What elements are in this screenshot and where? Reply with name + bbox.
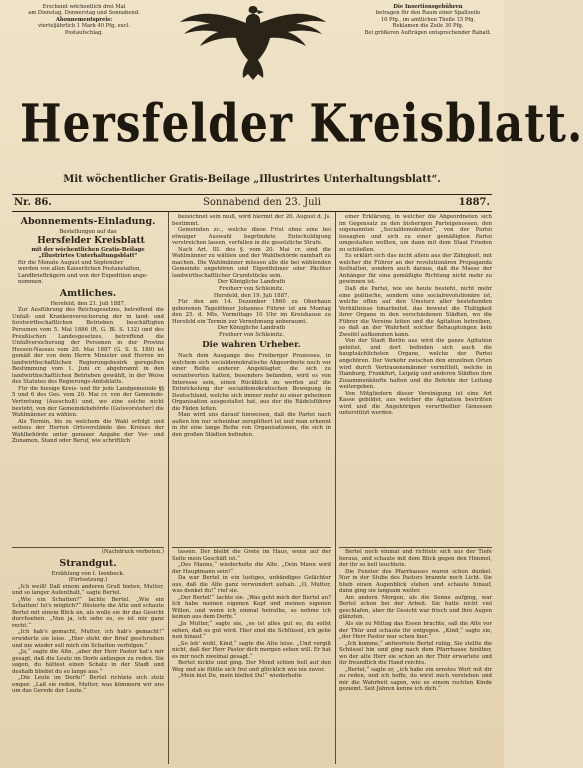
amtl-paragraph: Als Termin, bis zu welchem die Wahl erfolgt und seitens der Herren Ortsvorstände des Kreises der Wahlbehörde unter genauer Angabe der Vor- und Zunamen, Stand oder Beruf, wie schriftlich	[12, 418, 164, 445]
abo-line: nommen.	[18, 279, 44, 286]
section-divider	[339, 547, 492, 548]
section-divider	[12, 547, 164, 548]
novel-paragraph: „Ich komme,“ antwortete Bertel ruhig. Sie stellte die Schüssel hin und ging nach dem Pfarrhause hinüber, wo der alte Herr sie schon an der Thür erwartete und ihr freundlich die Hand reichte.	[339, 640, 492, 667]
novel-paragraph: „Ja,“ sagte die Alte, „aber der Herr Pastor hat's mir gesagt, daß die Leute im Dorfe anfangen zu reden. Sie sagen, du hättest einen Schatz in der Stadt und deshalb bliebst du so lange aus.“	[12, 649, 164, 675]
amtl-paragraph: Für den am 14. Dezember 1860 zu Oberhaun geborenen Tagelöhner Johannes Führer ist am Montag den 25. d. Mts. Vormittags 10 Uhr im Kreishause zu Hersfeld ein Termin zur Vernehmung anberaumt.	[172, 299, 331, 325]
issue-year: 1887.	[458, 197, 490, 208]
column-1-upper	[12, 214, 164, 546]
column-divider	[168, 212, 169, 764]
novel-paragraph: Bertel noch einmal und richtete sich aus der Tiefe heraus, und schaute mit dem Blick gegen den Himmel, der ihr so hell leuchtete.	[339, 549, 492, 569]
rates-line: betragen für den Raum einer Spaltzeile	[375, 10, 481, 17]
article-heading: Die wahren Urheber.	[202, 340, 301, 351]
abo-line: „Illustrirtes Unterhaltungsblatt“	[38, 253, 138, 260]
article-paragraph: Nach dem Ausgange des Freiberger Prozesses, in welchem sich socialdemokratische Abgeordnete noch vor einer Reihe anderer Angeklagter, die sich zu verantworten hatten, besonders befanden, wird es von Interesse sein, einen Rückblick zu werfen auf die Entwickelung der socialdemokratischen Bewegung in Deutschland, welche sich immer mehr zu einer geheimen Organisation ausgestaltet hat, aus der die Rädelsführer die Fäden leiten.	[172, 353, 331, 412]
notice-line: Postaufschlag.	[64, 29, 104, 36]
abo-line: Landbriefträgern und von der Expedition ange-	[18, 272, 148, 279]
novel-paragraph: „Des Manns,“ wiederholte die Alte. „Dein Mann wird der Hauptmann sein!“	[172, 562, 331, 575]
rates-line: Reklamen die Zeile 30 Pfg.	[392, 23, 464, 30]
column-2-upper	[172, 214, 331, 546]
signature-line: Freiherr von Schleinitz.	[219, 331, 284, 338]
notice-line: Erscheint wöchentlich drei Mal	[42, 4, 126, 10]
article-paragraph: einer Erklärung, in welcher die Abgeordneten sich im Gegensatz zu den bisherigen Parteigenossen, den sogenannten „Socialdemokraten“, von der Partei lossagten und sich zu einer gemäßigten Partei umgestalten wollten, um dann mit dem Staat Frieden zu schließen.	[339, 214, 492, 253]
eagle-emblem	[178, 0, 328, 80]
issue-date: Sonnabend den 23. Juli	[203, 197, 321, 208]
amtl-paragraph: bezeichnet sein muß, wird hiermit der 20. August d. Js. bestimmt.	[172, 214, 331, 227]
novel-paragraph: Die Fenster des Pfarrhauses waren schon dunkel. Nur in der Stube des Pastors brannte noch Licht. Sie blieb einen Augenblick stehen und schaute hinauf, dann ging sie langsam weiter.	[339, 568, 492, 595]
novel-paragraph: Als sie zu Mittag das Essen brachte, saß die Alte vor der Thür und schaute ihr entgegen. „Kind,“ sagte sie, „der Herr Pastor war schon hier.“	[339, 621, 492, 641]
novel-paragraph: lassen. Der bleibt die Grete im Haus, wenn auf der Seite mein Geschäft ist.“	[172, 549, 331, 562]
novel-paragraph: „Die Leute im Dorfe!“ Bertel richtete sich stolz empor. „Laß sie reden, Mutter, was kümmern wir uns um das Gerede der Leute.“	[12, 675, 164, 695]
notice-line: Abonnementspreis:	[55, 16, 113, 23]
rates-line: Die Insertionsgebühren	[393, 4, 463, 10]
novel-paragraph: „Ich hab's gemacht, Mutter, ich hab's gemacht!“ erwiderte sie leise. „Hier steht der Brief geschrieben und nie wieder soll mich ein Schatten verfolgen.“	[12, 629, 164, 649]
advertising-rates	[364, 4, 492, 36]
newspaper-title: Hersfelder Kreisblatt.	[20, 94, 583, 155]
amtl-paragraph: Nach Art. III. des §. vom 20. Mai cr. sind die Wahlmänner zu wählen und der Wahlbehörde namhaft zu machen. Die Wahlmänner müssen alle die bei wählenden Gemeinde angehören und Eigenthümer oder Pächter landwirthschaftlicher Grundstücke sein.	[172, 246, 331, 279]
novel-subtitle: Erzählung von I. Isenbeck.	[51, 570, 125, 577]
amtliches-heading: Amtliches.	[59, 287, 117, 299]
amtl-paragraph: Zur Ausführung des Reichsgesetzes, betreffend die Unfall- und Krankenversicherung der in land- und forstwirthschaftlichen Betrieben beschäftigten Personen vom 5. Mai 1886 (R. G. Bl. S. 132) und des Preußischen Landesgesetzes, betreffend die Unfallversicherung der Personen in der Provinz Hessen-Nassau vom 20. Mai 1887 (G. S. S. 189) ist gemäß der von dem Herrn Minister und Herren im landwirthschaftlichen Regierungsbezirk geregelten Bestimmung vom 1. Juni cr. abgebrannt in den landwirthschaftlichen Betrieben gewählt, in der Weise des Statutes des Regierungs-Amtsblatts.	[12, 307, 164, 386]
amtl-paragraph: Hersfeld, den 21. Juli 1887.	[50, 300, 126, 307]
signature-line: Der Königliche Landrath	[217, 325, 286, 332]
amtl-paragraph: Gemeinden zc., welche diese Frist ohne eine bei etwaiger Auswahl begründete Entschuldigung verstreichen lassen, verfallen in die gesetzliche Strafe.	[172, 227, 331, 247]
abo-line: für die Monate August und September	[18, 259, 124, 266]
novel-paragraph: „So leb' wohl, Kind,“ sagte die Alte leise. „Und vergiß nicht, daß der Herr Pastor dich morgen sehen will. Er hat es mir noch zweimal gesagt.“	[172, 640, 331, 660]
novel-paragraph: Am andern Morgen, als die Sonne aufging, war Bertel schon bei der Arbeit. Sie hatte nicht viel geschlafen, aber ihr Gesicht war frisch und ihre Augen glänzten.	[339, 594, 492, 621]
subscription-notice	[14, 4, 154, 36]
column-3-lower	[339, 549, 492, 765]
notice-line: vierteljährlich 1 Mark 40 Pfg. excl.	[38, 23, 130, 30]
column-divider	[335, 212, 336, 764]
issue-number: Nr. 86.	[14, 197, 52, 208]
abo-line: werden von allen Kaiserlichen Postanstalten,	[18, 266, 142, 273]
novel-paragraph: „Ja Mutter,“ sagte sie, „es ist alles gut so, du sollst sehen, daß es gut wird. Hier sind die Schlüssel, ich gehe nun hinauf.“	[172, 621, 331, 641]
novel-paragraph: „Der Bertel!“ lachte sie. „Was geht mich der Bertel an? Ich habe meinen eigenen Kopf und meinen eigenen Willen, und wenn ich einmal heirathe, so nehme ich keinen aus dem Dorfe.“	[172, 594, 331, 621]
novel-paragraph: Bertel nickte und ging. Der Mond schien hell auf den Weg und sie fühlte sich frei und glücklich wie nie zuvor.	[172, 660, 331, 673]
section-divider	[172, 547, 331, 548]
novel-paragraph: „Wie ein Schatten?“ lachte Bertel. „Wie ein Schatten! Ist's möglich?“ flüsterte die Alte und schaute Bertel mit einem Blick an, als wolle sie ihr das Gesicht durchsehen. „Nun ja, ich sehe es, es ist mir ganz recht.“	[12, 596, 164, 629]
column-3-upper	[339, 214, 492, 546]
rates-line: 10 Pfg., im amtlichen Theile 15 Pfg.	[380, 16, 476, 23]
dateline	[12, 194, 492, 212]
novel-paragraph: „Ich weiß! Daß einem anderen Gruß bieten, Mutter, und so langer Aufenthalt,“ sagte Bertel.	[12, 583, 164, 597]
abo-line: mit der wöchentlichen Gratis-Beilage	[31, 246, 145, 253]
article-paragraph: Von Mitgliedern dieser Vereinigung ist eine Art Kasse gebildet, aus welcher die Agitation bestritten wird und die Angehörigen verurtheilter Genossen unterstützt werden.	[339, 390, 492, 417]
notice-line: am Dienstag, Donnerstag und Sonnabend.	[28, 10, 140, 17]
abo-heading: Abonnements-Einladung.	[20, 216, 156, 227]
novel-paragraph: Da war Bertel in ein lustiges, unbändiges Gelächter aus, daß die Alte ganz verwundert aufsah. „O, Mutter, was denkst du!“ rief sie.	[172, 575, 331, 595]
amtl-paragraph: Für die hiesige Kreis- und für jede Landgemeinde §§ 5 und 6 des Ges. vom 20. Mai cr. von der Gemeinde-Vertretung (Ausschuß) und, wo eine solche nicht besteht, von der Gemeindebehörde (Gutsvorsteher) die Wahlmänner zu wählen.	[12, 385, 164, 419]
article-paragraph: Es erklärt sich das nicht allein aus der Zähigkeit, mit welcher die Führer an der revolutionären Propaganda festhalten, sondern auch daraus, daß die Masse der Anhänger für eine gemäßigte Richtung nicht mehr zu gewinnen ist.	[339, 253, 492, 286]
newspaper-subtitle: Mit wöchentlicher Gratis-Beilage „Illustrirtes Unterhaltungsblatt“.	[63, 174, 441, 185]
novel-paragraph: „Bertel,“ sagte er, „ich habe ein ernstes Wort mit dir zu reden, und ich hoffe, du wirst mich verstehen und mir die Wahrheit sagen, wie es einem rechten Kinde geziemt. Seit Jahren kenne ich dich.“	[339, 666, 492, 693]
abo-line: Bestellungen auf das	[59, 229, 117, 235]
abo-paper-name: Hersfelder Kreisblatt	[37, 235, 145, 246]
column-1-lower	[12, 549, 164, 765]
rates-line: Bei größeren Aufträgen entsprechender Rabatt.	[364, 29, 492, 36]
novel-title: Strandgut.	[59, 557, 117, 569]
dateline-paragraph: Hersfeld, den 19. Juli 1887.	[213, 292, 290, 299]
article-paragraph: Man wird uns darauf hinweisen, daß die Partei nach außen hin nur scheinbar zersplittert ist und man erkennt in ihr eine lange Reihe von Organisationen, die sich in den großen Städten befinden.	[172, 412, 331, 438]
novel-continuation: (Fortsetzung.)	[68, 577, 108, 584]
novel-paragraph: „Mein bist Du, mein bleibst Du!“ wiederholte	[178, 673, 302, 680]
signature-line: Freiherr von Schleinitz.	[219, 286, 284, 293]
signature-line: Der Königliche Landrath	[217, 279, 286, 286]
article-paragraph: Von der Stadt Berlin aus wird die ganze Agitation geleitet, und dort befinden sich auch die hauptsächlichsten Organe, welche der Partei angehören. Der Verkehr zwischen den einzelnen Orten wird durch Vertrauensmänner vermittelt, welche in Hamburg, Frankfurt, Leipzig und anderen Städten ihre Zusammenkünfte halten und die Befehle der Leitung weitergeben.	[339, 338, 492, 391]
article-paragraph: Daß die Partei, wie sie heute besteht, nicht mehr eine politische, sondern eine socialrevolutionäre ist, welche offen auf den Umsturz aller bestehenden Verhältnisse hinarbeitet, das beweist die Thätigkeit ihrer Organe in den verschiedenen Städten, wo die Führer die Vereine leiten und die Agitation betreiben, so daß an der Wahrheit solcher Behauptungen kein Zweifel aufkommen kann.	[339, 286, 492, 338]
column-2-lower	[172, 549, 331, 765]
novel-note: (Nachdruck verboten.)	[101, 549, 164, 555]
